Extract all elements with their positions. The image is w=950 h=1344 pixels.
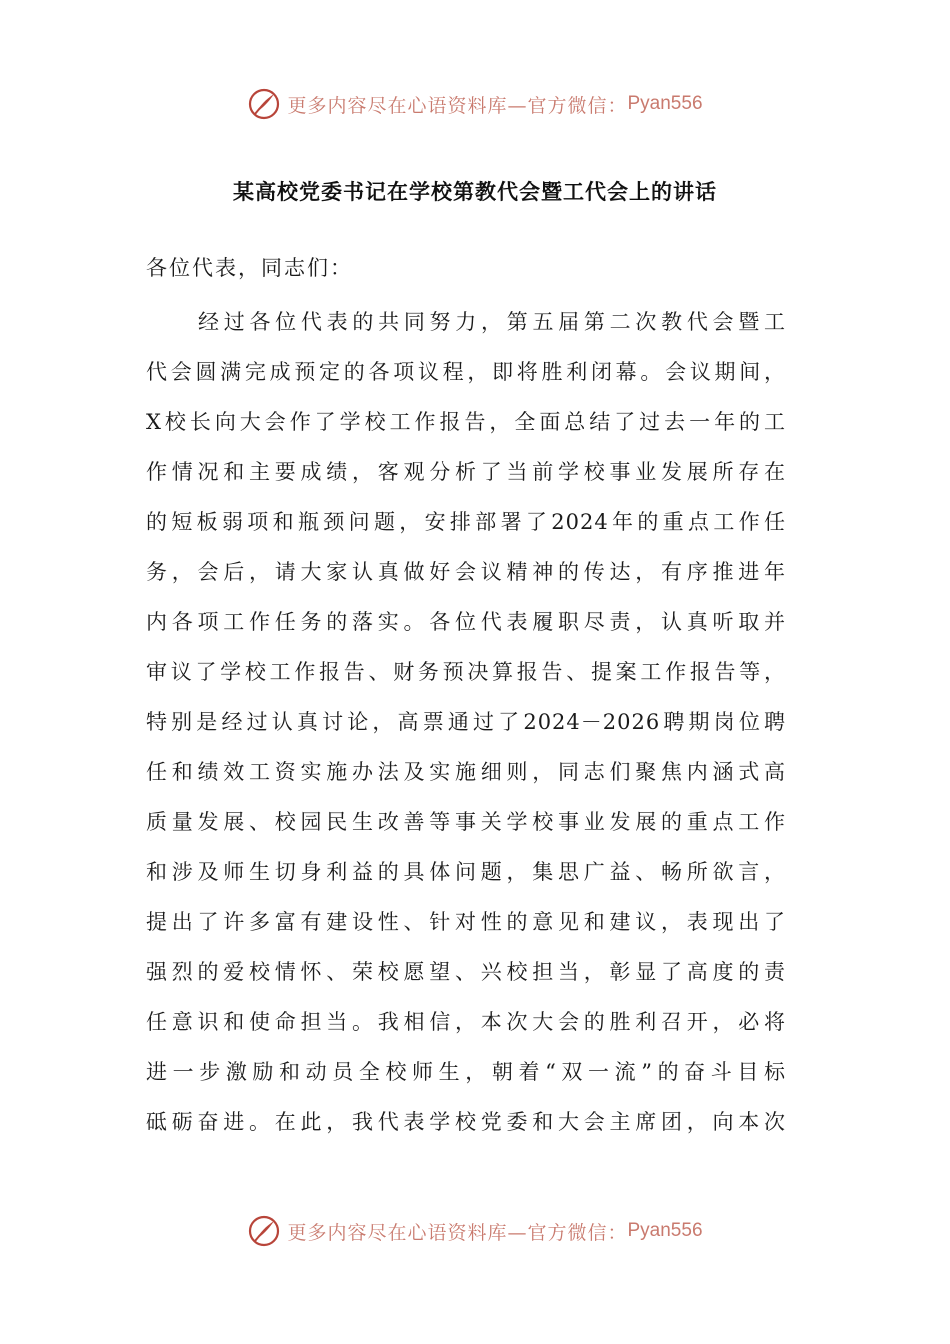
salutation: 各位代表，同志们： xyxy=(146,256,353,280)
paragraph-line: X校长向大会作了学校工作报告，全面总结了过去一年的工 xyxy=(146,410,786,434)
watermark-wechat-id: Pyan556 xyxy=(627,1220,703,1241)
paragraph-line: 的短板弱项和瓶颈问题，安排部署了2024年的重点工作任 xyxy=(146,510,786,534)
paragraph-line: 特别是经过认真讨论，高票通过了2024－2026聘期岗位聘 xyxy=(146,710,786,734)
paragraph-line: 务，会后，请大家认真做好会议精神的传达，有序推进年 xyxy=(146,560,786,584)
paragraph-line: 作情况和主要成绩，客观分析了当前学校事业发展所存在 xyxy=(146,460,786,484)
footer-watermark xyxy=(0,1211,950,1251)
paragraph-line: 质量发展、校园民生改善等事关学校事业发展的重点工作 xyxy=(146,810,786,834)
paragraph-line: 代会圆满完成预定的各项议程，即将胜利闭幕。会议期间， xyxy=(146,360,786,384)
quill-logo-icon xyxy=(247,1214,281,1248)
watermark-text: 更多内容尽在心语资料库—官方微信： xyxy=(287,94,628,117)
paragraph-line: 提出了许多富有建设性、针对性的意见和建议，表现出了 xyxy=(146,910,786,934)
watermark-wechat-id: Pyan556 xyxy=(627,93,703,114)
paragraph-line: 经过各位代表的共同努力，第五届第二次教代会暨工 xyxy=(198,310,786,334)
paragraph-line: 审议了学校工作报告、财务预决算报告、提案工作报告等， xyxy=(146,660,786,684)
header-watermark xyxy=(0,84,950,124)
watermark-text: 更多内容尽在心语资料库—官方微信： xyxy=(287,1221,628,1244)
paragraph-line: 任意识和使命担当。我相信，本次大会的胜利召开，必将 xyxy=(146,1010,786,1034)
paragraph-line: 进一步激励和动员全校师生，朝着“双一流”的奋斗目标 xyxy=(146,1060,786,1084)
paragraph-line: 内各项工作任务的落实。各位代表履职尽责，认真听取并 xyxy=(146,610,786,634)
paragraph-line: 和涉及师生切身利益的具体问题，集思广益、畅所欲言， xyxy=(146,860,786,884)
paragraph-line: 任和绩效工资实施办法及实施细则，同志们聚焦内涵式高 xyxy=(146,760,786,784)
quill-logo-icon xyxy=(247,87,281,121)
document-title: 某高校党委书记在学校第教代会暨工代会上的讲话 xyxy=(233,180,717,204)
body-paragraph xyxy=(146,300,786,1150)
paragraph-line: 强烈的爱校情怀、荣校愿望、兴校担当，彰显了高度的责 xyxy=(146,960,786,984)
paragraph-line: 砥砺奋进。在此，我代表学校党委和大会主席团，向本次 xyxy=(146,1110,786,1134)
